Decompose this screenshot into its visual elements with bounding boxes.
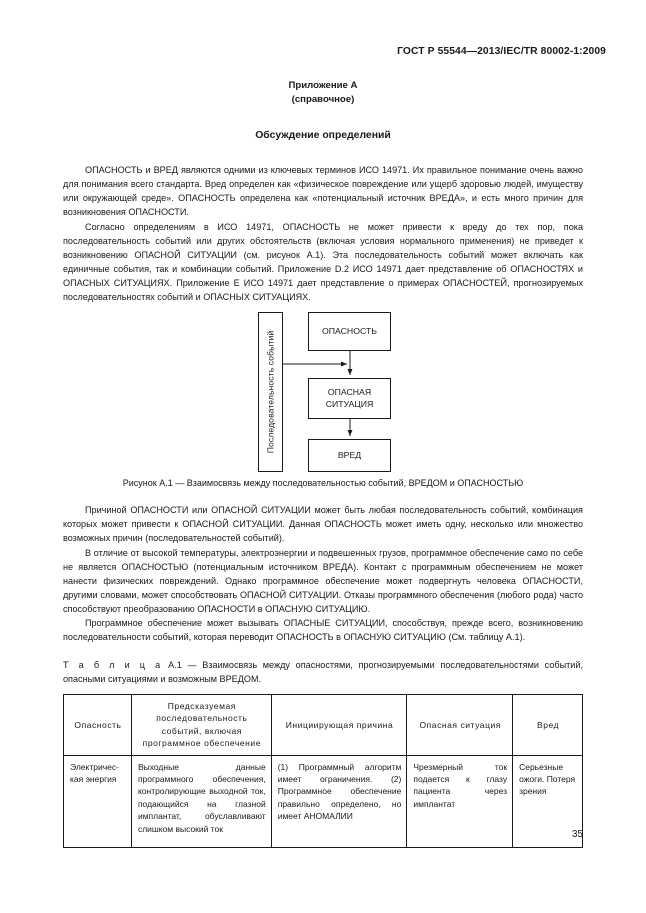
annex-title: Приложение А [288,80,358,91]
paragraph-1: ОПАСНОСТЬ и ВРЕД являются одними из ключевых терминов ИСО 14971. Их правильное понимание очень важно для понимания всего стандарта. Вред определен как «физическое повреждение или ущерб здоровью людей, имуществу или окружающей среде». ОПАСНОСТЬ определена как «потенциальный источник ВРЕДА», и есть много причин для возникновения ОПАСНОСТИ. [63,165,583,218]
table-cell-sequence: Выходные данные программного обеспечения, контролирующие выходной ток, подающийся на глазной имплантат, обуславливают слишком высокий ток [131,755,271,847]
table-cell-harm: Серьезные ожоги. Потеря зрения [513,755,583,847]
paragraph-group-definitions [63,220,583,305]
diagram-node-harm-label: ВРЕД [337,449,362,460]
paragraph-group-intro [63,163,583,219]
table-a1-caption-label: Т а б л и ц а [63,660,163,670]
diagram-node-hazardous-situation [308,378,391,419]
diagram-node-hazardous-situation-label-line2: СИТУАЦИЯ [325,398,374,409]
paragraph-5: Программное обеспечение может вызывать ОПАСНЫЕ СИТУАЦИИ, способствуя, прежде всего, возникновению последовательности событий, которая переводит ОПАСНОСТЬ в ОПАСНУЮ СИТУАЦИЮ (См. таблицу А.1). [63,618,583,643]
figure-a1 [63,306,583,491]
paragraph-group-software [63,546,583,616]
table-cell-hazard: Электричес-кая энергия [64,755,132,847]
paragraph-4: В отличие от высокой температуры, электроэнергии и подвешенных грузов, программное обеспечение само по себе не является ОПАСНОСТЬЮ (потенциальным источником ВРЕДА). Контакт с программным обеспечением не может нанести физических повреждений. Однако программное обеспечение может подвергнуть человека ОПАСНОСТИ, другими словами, может способствовать ОПАСНОЙ СИТУАЦИИ. Отказы программного обеспечения (любого рода) часто способствуют преобразованию ОПАСНОСТИ в ОПАСНУЮ СИТУАЦИЮ. [63,548,583,615]
paragraph-3: Причиной ОПАСНОСТИ или ОПАСНОЙ СИТУАЦИИ может быть любая последовательность событий, комбинация которых может привести к ОПАСНОЙ СИТУАЦИИ. Данная ОПАСНОСТЬ может иметь одну, несколько или множество возможных причин (последовательностей событий). [63,505,583,544]
diagram-node-harm [308,439,391,472]
table-header-hazard: Опасность [64,695,132,756]
table-a1 [63,694,583,848]
diagram-node-hazardous-situation-label-line1: ОПАСНАЯ [327,387,372,397]
table-a1-caption [63,659,583,686]
document-header-standard-reference: ГОСТ Р 55544—2013/IEC/TR 80002-1:2009 [397,46,606,57]
diagram-node-hazard-label: ОПАСНОСТЬ [322,325,377,336]
paragraph-group-causes [63,503,583,545]
paragraph-2: Согласно определениям в ИСО 14971, ОПАСНОСТЬ не может привести к вреду до тех пор, пока последовательность событий или других обстоятельств (включая условия нормального применения) не приведет к возникновению ОПАСНОЙ СИТУАЦИИ (см. рисунок А.1). Эта последовательность событий может включать как единичные события, так и комбинации событий. Приложение D.2 ИСО 14971 дает представление об ОПАСНОСТЯХ и ОПАСНЫХ СИТУАЦИЯХ. Приложение Е ИСО 14971 дает представление о примерах ОПАСНОСТЕЙ, прогнозируемых последовательностях событий и ОПАСНЫХ СИТУАЦИЯХ. [63,222,583,303]
table-cell-cause: (1) Программный алгоритм имеет ограничения. (2) Программное обеспечение правильно определено, но имеет АНОМАЛИИ [271,755,407,847]
figure-a1-diagram [63,306,583,478]
table-header-situation: Опасная ситуация [407,695,513,756]
table-cell-situation: Чрезмерный ток подается к глазу пациента через имплантат [407,755,513,847]
annex-subtitle: (справочное) [291,93,355,105]
figure-a1-caption: Рисунок А.1 — Взаимосвязь между последовательностью событий, ВРЕДОМ и ОПАСНОСТЬЮ [122,478,524,488]
diagram-node-hazard [308,312,391,351]
table-header-sequence: Предсказуемая последовательность событий, включая программное обеспечение [131,695,271,756]
page-number: 35 [571,829,583,840]
diagram-sequence-of-events-label: Последовательность событий [265,330,276,454]
table-a1-caption-text: А.1 — Взаимосвязь между опасностями, прогнозируемыми последовательностями событий, опасными ситуациями и возможным ВРЕДОМ. [63,660,583,684]
diagram-sequence-of-events-box [258,312,283,472]
table-header-cause: Инициирующая причина [271,695,407,756]
page-title: Обсуждение определений [255,130,391,141]
table-header-harm: Вред [513,695,583,756]
annex-heading [0,79,646,106]
paragraph-group-software-situations [63,616,583,644]
table-header-row [64,695,583,756]
